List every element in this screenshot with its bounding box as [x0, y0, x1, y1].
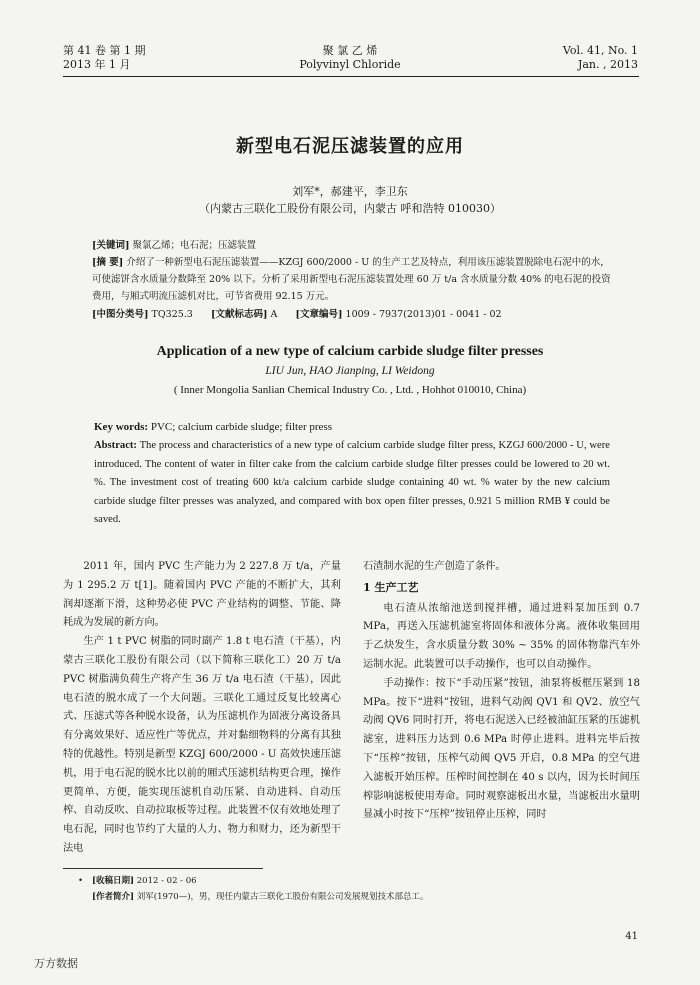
body-column-right: [363, 558, 640, 825]
doc-code-value: A: [270, 309, 278, 320]
keywords-cn: [92, 237, 612, 254]
abstract-cn-text: 介绍了一种新型电石泥压滤装置——KZGJ 600/2000 - U 的生产工艺及特点，利用该压滤装置脱除电石泥中的水，可使滤饼含水质量分数降至 20% 以下。分析了采用新型电石泥压滤装置处理 60 万 t/a 含水质量分数 40% 的电石泥的投资费用，与厢式明流压滤机对比，可节省费用 92.15 万元。: [92, 257, 611, 302]
abstract-en-label: Abstract:: [94, 440, 137, 451]
abstract-cn-label: [摘 要]: [92, 257, 124, 268]
article-number-value: 1009 - 7937(2013)01 - 0041 - 02: [345, 309, 502, 320]
received-date: 2012 - 02 - 06: [136, 876, 197, 886]
paragraph: 石渣制水泥的生产创造了条件。: [363, 561, 506, 572]
journal-name-cn: 聚 氯 乙 烯: [322, 44, 378, 57]
paragraph: 2011 年，国内 PVC 生产能力为 2 227.8 万 t/a，产量为 1 295.2 万 t[1]。随着国内 PVC 产能的不断扩大，其利润却逐渐下滑，这种势必使 PVC 产业结构的调整、节能、降耗成为发展的新方向。: [63, 561, 341, 629]
footnote-received: [78, 874, 632, 889]
author-bio-label: [作者简介]: [92, 892, 135, 902]
watermark: 万方数据: [34, 957, 78, 970]
received-label: [收稿日期]: [92, 876, 135, 886]
paragraph: 电石渣从浓缩池送到搅拌槽，通过进料泵加压到 0.7 MPa，再送入压滤机滤室将固体和液体分离。液体收集回用于乙炔发生，含水质量分数 30% ~ 35% 的固体物靠汽车外运制水泥。此装置可以手动操作，也可以自动操作。: [363, 602, 640, 670]
clc-value: TQ325.3: [151, 309, 193, 320]
paragraph: 手动操作：按下“手动压紧”按钮，油泵将板框压紧到 18 MPa。按下“进料”按钮，进料气动阀 QV1 和 QV2、放空气动阀 QV6 同时打开，将电石泥送入已经被油缸压紧的压滤机滤室，进料压力达到 0.6 MPa 时停止进料。进料完毕后按下“压榨”按钮，压榨气动阀 QV5 开启，0.8 MPa 的空气进入滤板开始压榨。压榨时间控制在 40 s 以内，因为长时间压榨影响滤板使用寿命。同时观察滤板出水量，当滤板出水量明显减小时按下“压榨”按钮停止压榨，同时: [363, 677, 640, 821]
journal-name-en: Polyvinyl Chloride: [299, 58, 401, 71]
keywords-en-text: PVC; calcium carbide sludge; filter press: [150, 421, 332, 433]
article-title-en: Application of a new type of calcium carbide sludge filter presses: [156, 344, 544, 359]
journal-volume-en: [563, 44, 638, 72]
paragraph: 生产 1 t PVC 树脂的同时副产 1.8 t 电石渣（干基），内蒙古三联化工股份有限公司（以下简称三联化工）20 万 t/a PVC 树脂满负荷生产将产生 36 万 t/a 电石渣（干基），因此电石渣的脱水成了一个大问题。三联化工通过反复比较离心式、压滤式等各种脱水设备，认为压滤机作为固液分离设备具有分离效果好、适应性广等优点，并对黏细物料的分离有其独特的优越性。特别是新型 KZGJ 600/2000 - U 高效快速压滤机，用于电石泥的脱水比以前的厢式压滤机结构更合理，操作更简单、方便，能实现压滤机自动压紧、自动进料、自动压榨、自动反吹、自动拉取板等过程。此装置不仅有效地处理了电石泥，同时也节约了大量的人力、物力和财力，还为新型干法电: [63, 636, 341, 854]
keywords-en-label: Key words:: [94, 421, 149, 433]
volume-issue: 第 41 卷 第 1 期: [63, 44, 146, 57]
volume-issue-en: Vol. 41, No. 1: [562, 44, 638, 57]
authors-cn: 刘军*，郝建平，李卫东: [292, 185, 408, 198]
clc-label: [中图分类号]: [92, 309, 149, 320]
keywords-cn-label: [关键词]: [92, 240, 130, 251]
classification-line: [92, 306, 612, 323]
authors-en: LIU Jun, HAO Jianping, LI Weidong: [265, 365, 435, 377]
article-number-label: [文章编号]: [295, 309, 343, 320]
keywords-cn-text: 聚氯乙烯；电石泥；压滤装置: [132, 240, 257, 251]
issue-date-en: Jan. , 2013: [577, 58, 638, 71]
affiliation-en: ( Inner Mongolia Sanlian Chemical Industry Co. , Ltd. , Hohhot 010010, China): [173, 384, 527, 396]
doc-code-label: [文献标志码]: [210, 309, 268, 320]
page-number: 41: [625, 931, 638, 942]
footnote-rule: [63, 868, 263, 869]
body-column-left: [63, 558, 341, 859]
header-rule: [63, 76, 639, 77]
keywords-en: [94, 421, 610, 433]
affiliation-cn: （内蒙古三联化工股份有限公司，内蒙古 呼和浩特 010030）: [199, 202, 501, 215]
abstract-en-text: The process and characteristics of a new type of calcium carbide sludge filter press, KZGJ 600/2000 - U, were introduced. The content of water in filter cake from the calcium carbide sludge filter presses could be lowered to 20 wt. %. The investment cost of treating 600 kt/a calcium carbide sludge containing 40 wt. % water by the new calcium carbide sludge filter presses was analyzed, and compared with box open filter presses, 0.921 5 million RMB ¥ could be saved.: [94, 440, 610, 526]
abstract-en: [94, 437, 610, 530]
bullet-icon: •: [78, 876, 84, 886]
section-heading: 1 生产工艺: [363, 580, 419, 594]
footnote-author: [92, 890, 632, 905]
issue-date-cn: 2013 年 1 月: [63, 58, 131, 71]
abstract-cn: [92, 254, 612, 305]
author-bio: 刘军(1970—)，男，现任内蒙古三联化工股份有限公司发展规划技术部总工。: [136, 892, 429, 902]
article-title-cn: 新型电石泥压滤装置的应用: [236, 136, 464, 157]
